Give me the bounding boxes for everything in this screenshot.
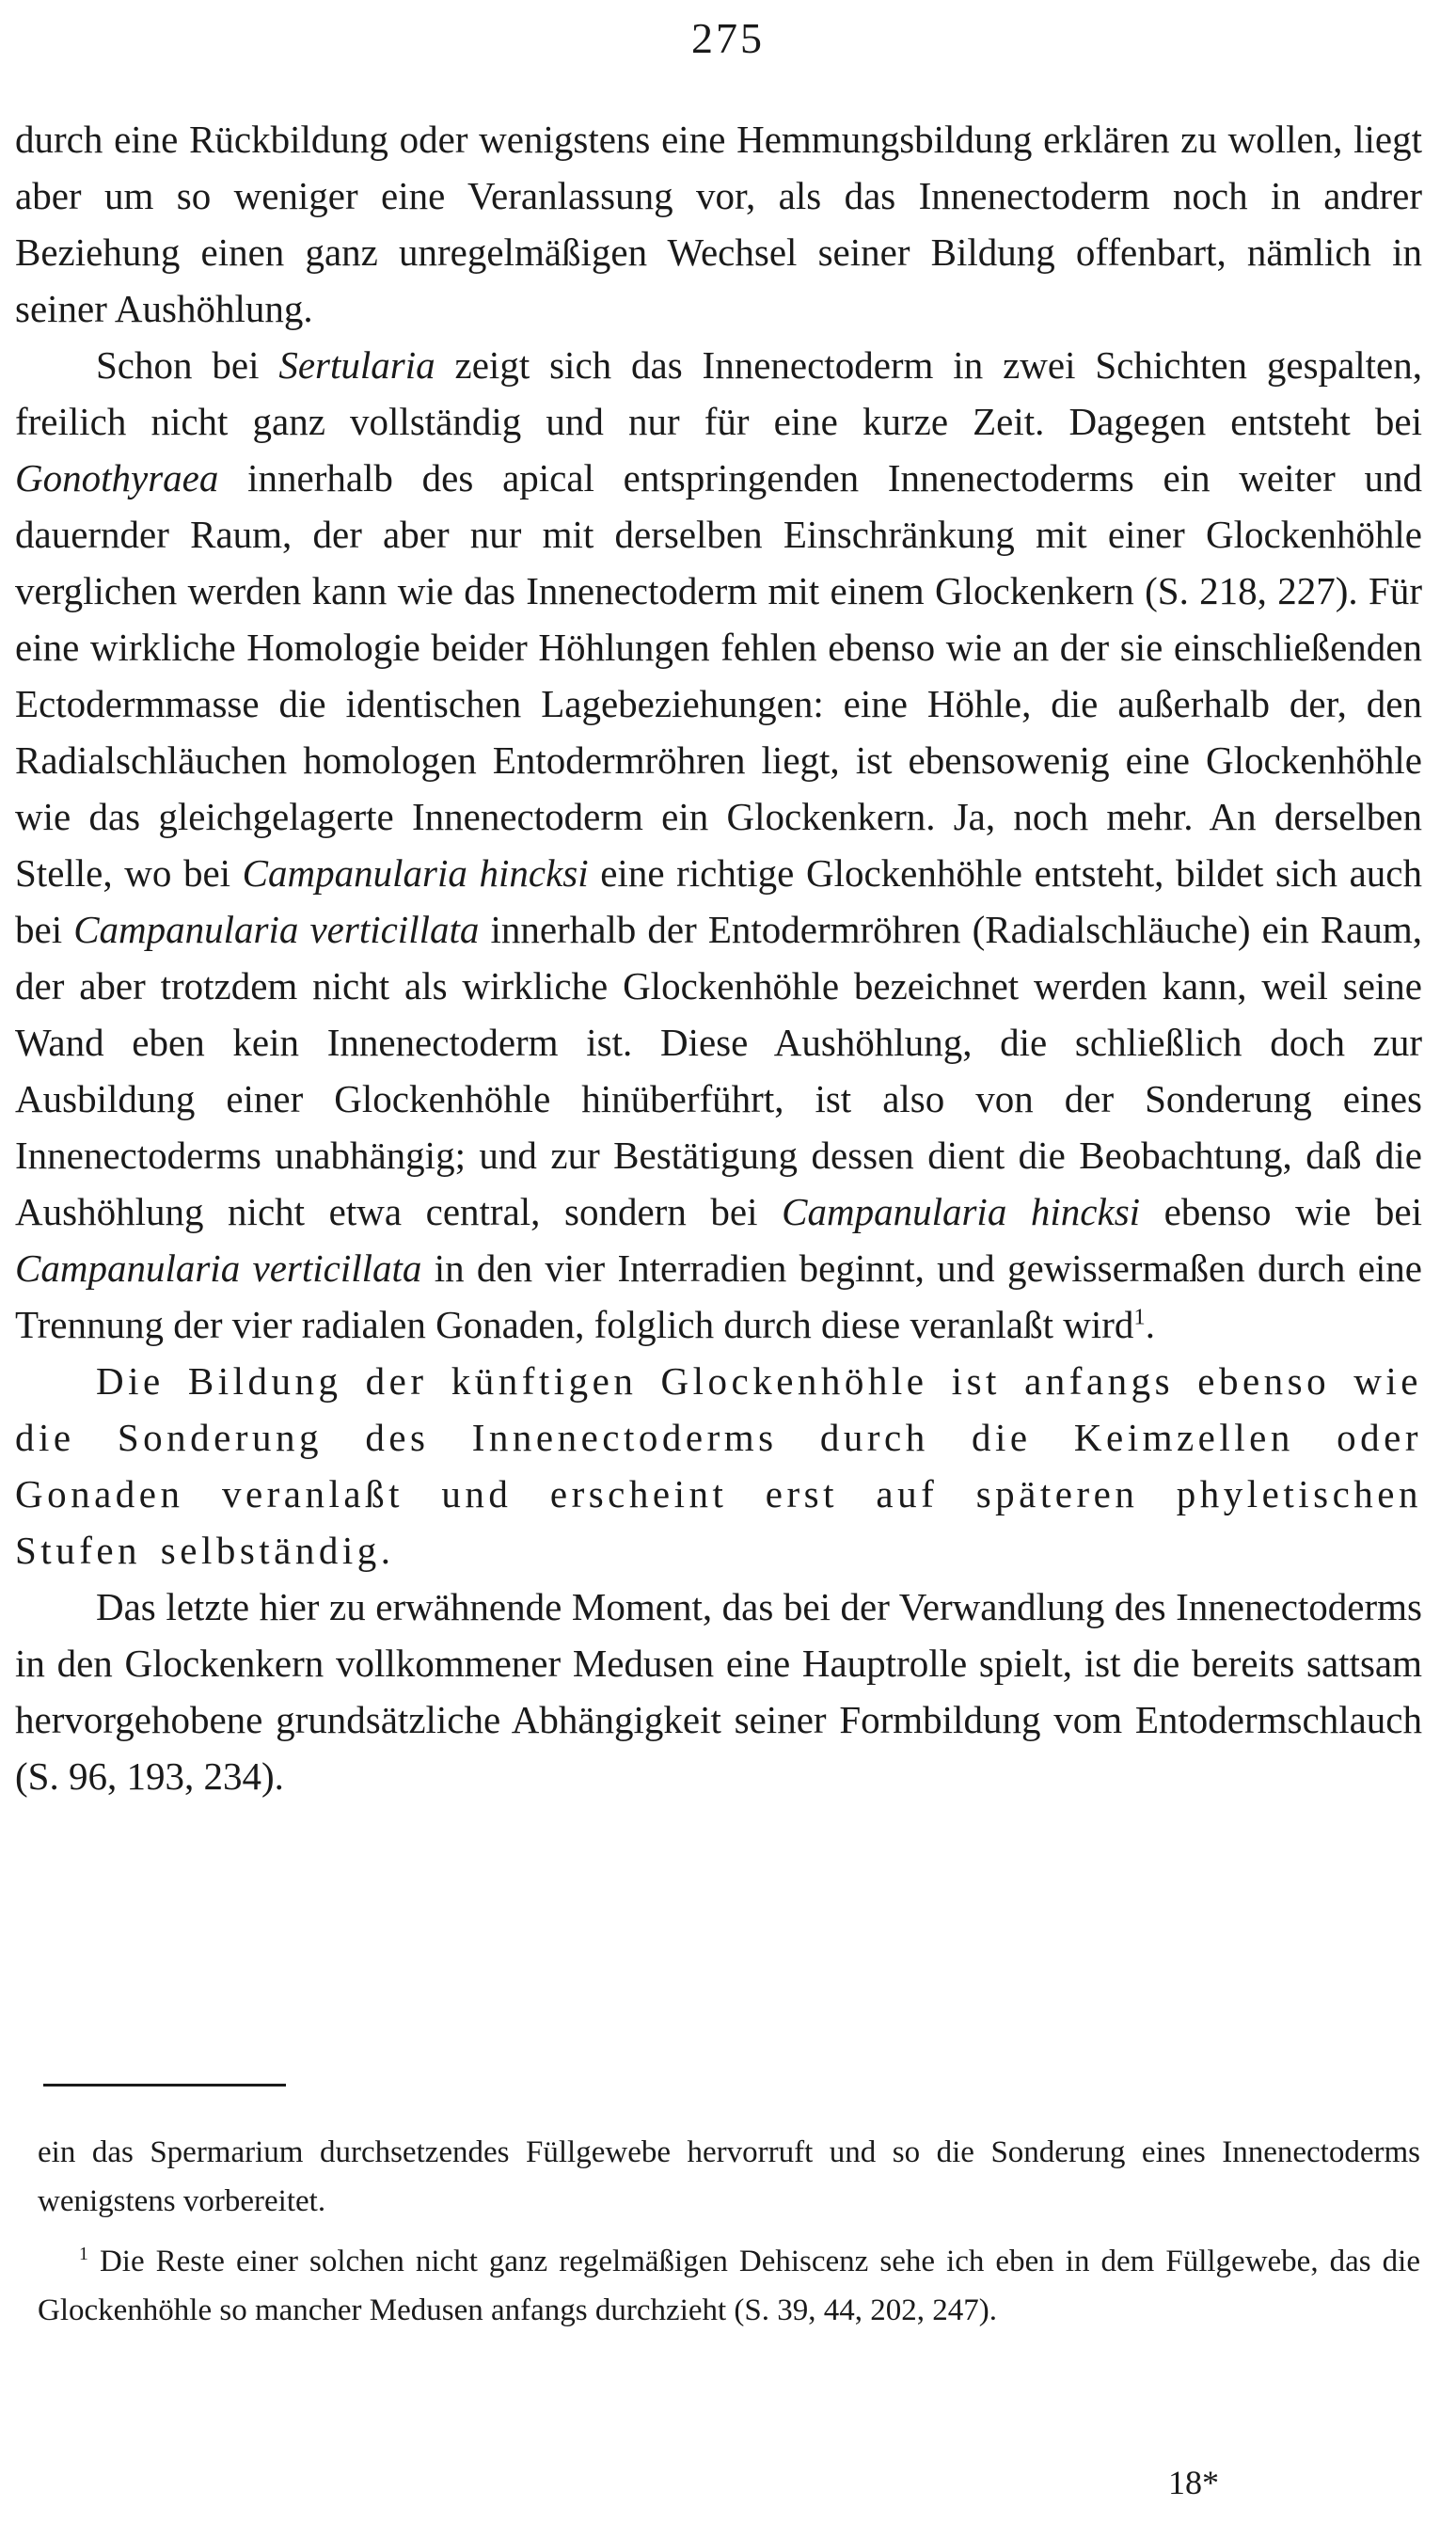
text-run: zeigt sich das Innenectoderm in zwei Schichten gespalten, freilich nicht ganz vollständig und nur für eine kurze Zeit. Dagegen entsteht bei xyxy=(15,343,1422,443)
paragraph xyxy=(15,1579,1422,1804)
italic-term: Campanularia verticillata xyxy=(73,908,480,951)
footnote-divider xyxy=(43,2084,286,2087)
text-run: durch eine Rückbildung oder wenigstens eine Hemmungsbildung erklären zu wollen, liegt aber um so weniger eine Veranlassung vor, als das Innenectoderm noch in andrer Beziehung einen ganz unregelmäßigen Wechsel seiner Bildung offenbart, nämlich in seiner Aushöhlung. xyxy=(15,118,1422,330)
main-text xyxy=(15,111,1422,1804)
italic-term: Campanularia hincksi xyxy=(242,851,589,895)
footnote xyxy=(38,2237,1420,2335)
footnotes xyxy=(38,2128,1420,2335)
text-run: ein das Spermarium durchsetzendes Füllgewebe hervorruft und so die Sonderung eines Innenectoderms wenigstens vorbereitet. xyxy=(38,2135,1420,2218)
italic-term: Sertularia xyxy=(278,343,435,387)
page-number: 275 xyxy=(691,14,765,62)
text-run: innerhalb des apical entspringenden Innenectoderms ein weiter und dauernder Raum, der aber nur mit derselben Einschränkung mit einer Glockenhöhle verglichen werden kann wie das Innenectoderm mit einem Glockenkern (S. 218, 227). Für eine wirkliche Homologie beider Höhlungen fehlen ebenso wie an der sie einschließenden Ectodermmasse die identischen Lagebeziehungen: eine Höhle, die außerhalb der, den Radialschläuchen homologen Entodermröhren liegt, ist ebensowenig eine Glockenhöhle wie das gleichgelagerte Innenectoderm ein Glockenkern. Ja, noch mehr. An derselben Stelle, wo bei xyxy=(15,456,1422,895)
text-run: Das letzte hier zu erwähnende Moment, das bei der Verwandlung des Innenectoderms in den Glockenkern vollkommener Medusen eine Hauptrolle spielt, ist die bereits sattsam hervorgehobene grundsätzliche Abhängigkeit seiner Formbildung vom Entodermschlauch (S. 96, 193, 234). xyxy=(15,1585,1422,1798)
text-run: Die Reste einer solchen nicht ganz regelmäßigen Dehiscenz sehe ich eben in dem Füllgewebe, das die Glockenhöhle so mancher Medusen anfangs durchzieht (S. 39, 44, 202, 247). xyxy=(38,2245,1420,2327)
italic-term: Campanularia verticillata xyxy=(15,1246,422,1290)
text-run: . xyxy=(1145,1303,1155,1346)
signature-mark: 18* xyxy=(1168,2464,1219,2501)
text-run: Die Bildung der künftigen Glockenhöhle ist anfangs ebenso wie die Sonderung des Innenectoderms durch die Keimzellen oder Gonaden veranlaßt und erscheint erst auf späteren phyletischen Stufen selbständig. xyxy=(15,1359,1422,1572)
paragraph xyxy=(15,111,1422,337)
footnote-ref: 1 xyxy=(79,2244,88,2264)
italic-term: Campanularia hincksi xyxy=(782,1190,1141,1233)
text-run: innerhalb der Entodermröhren (Radialschläuche) ein Raum, der aber trotzdem nicht als wirkliche Glockenhöhle bezeichnet werden kann, weil seine Wand eben kein Innenectoderm ist. Diese Aushöhlung, die schließlich doch zur Ausbildung einer Glockenhöhle hinüberführt, ist also von der Sonderung eines Innenectoderms unabhängig; und zur Bestätigung dessen dient die Beobachtung, daß die Aushöhlung nicht etwa central, sondern bei xyxy=(15,908,1423,1233)
text-run: in den vier Interradien beginnt, und gewissermaßen durch eine Trennung der vier radialen Gonaden, folglich durch diese veranlaßt wird xyxy=(15,1246,1422,1346)
footnote xyxy=(38,2128,1420,2226)
paragraph xyxy=(15,1353,1422,1579)
text-run: eine richtige Glockenhöhle entsteht, bildet sich auch bei xyxy=(15,851,1422,951)
text-run: Schon bei xyxy=(96,343,279,387)
text-run: ebenso wie bei xyxy=(1140,1190,1423,1233)
footnote-ref: 1 xyxy=(1133,1304,1146,1330)
italic-term: Gonothyraea xyxy=(15,456,219,500)
paragraph xyxy=(15,337,1422,1353)
